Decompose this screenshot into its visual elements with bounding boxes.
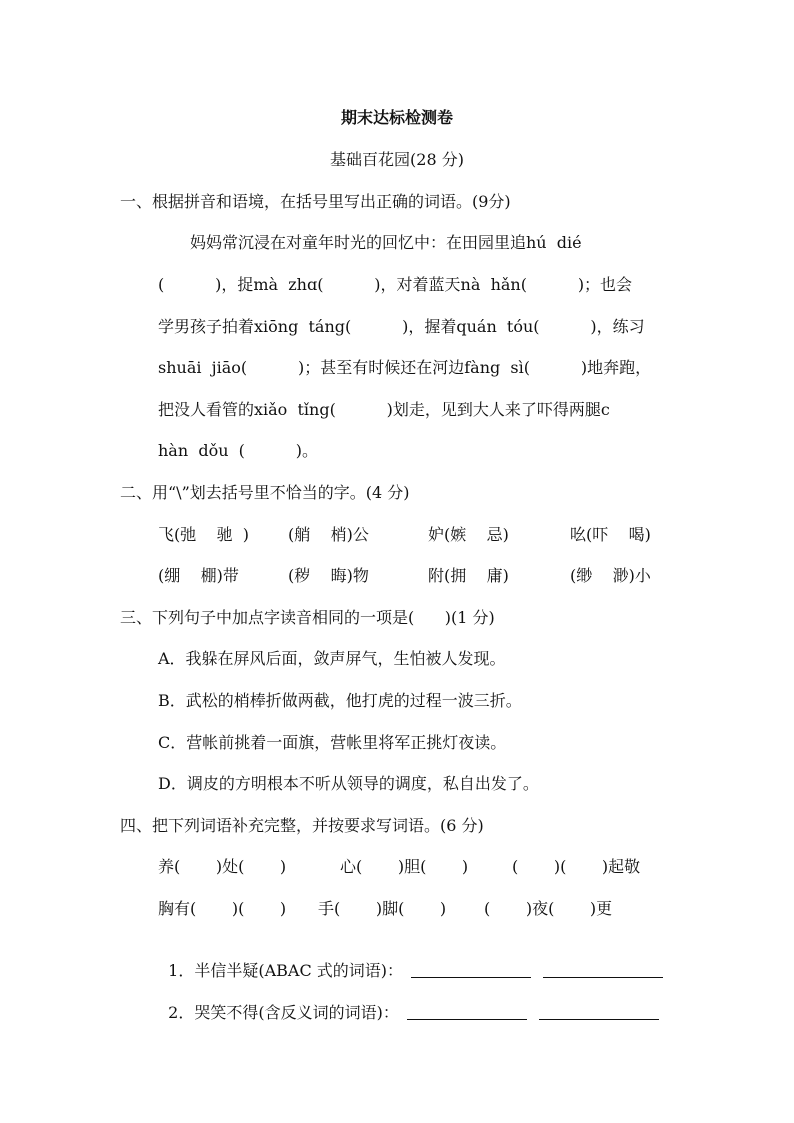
- q2-item: 吆(吓 喝): [570, 525, 651, 544]
- q3-option-b: B．武松的梢棒折做两截，他打虎的过程一波三折。: [158, 691, 522, 710]
- q1-line-6: hàn dǒu ( )。: [158, 441, 319, 460]
- q1-line-2: ( )，捉mà zhɑ( )，对着蓝天nà hǎn( )；也会: [158, 275, 633, 294]
- answer-blank[interactable]: [407, 1003, 527, 1020]
- q4-item-2-label: 2．哭笑不得(含反义词的词语)：: [168, 1003, 399, 1022]
- q2-item: (缈 渺)小: [570, 566, 651, 585]
- answer-blank[interactable]: [539, 1003, 659, 1020]
- answer-blank[interactable]: [411, 961, 531, 978]
- section-title: 基础百花园(28 分): [330, 150, 464, 169]
- q3-option-d: D．调皮的方明根本不听从领导的调度，私自出发了。: [158, 774, 539, 793]
- q1-line-5: 把没人看管的xiǎo tǐng( )划走，见到大人来了吓得两腿c: [158, 400, 610, 419]
- q4-item: 养( )处( ): [158, 857, 287, 876]
- q2-item: 飞(弛 驰 ): [158, 525, 250, 544]
- q4-heading: 四、把下列词语补充完整，并按要求写词语。(6 分): [120, 816, 484, 835]
- q2-item: (秽 晦)物: [288, 566, 369, 585]
- q4-item: 手( )脚( ): [318, 899, 447, 918]
- exam-title: 期末达标检测卷: [340, 108, 453, 127]
- q1-line-3: 学男孩子拍着xiōng táng( )，握着quán tóu( )，练习: [158, 317, 645, 336]
- q1-line-4: shuāi jiāo( )；甚至有时候还在河边fàng sì( )地奔跑，: [158, 358, 652, 377]
- q4-item-1-label: 1．半信半疑(ABAC 式的词语)：: [168, 961, 404, 980]
- q1-heading: 一、根据拼音和语境，在括号里写出正确的词语。(9分): [120, 192, 511, 211]
- q2-item: 妒(嫉 忌): [428, 525, 509, 544]
- q4-item: ( )夜( )更: [484, 899, 613, 918]
- q2-heading: 二、用“\”划去括号里不恰当的字。(4 分): [120, 483, 410, 502]
- answer-blank[interactable]: [543, 961, 663, 978]
- q4-item: 胸有( )( ): [158, 899, 287, 918]
- q3-option-a: A．我躲在屏风后面，敛声屏气，生怕被人发现。: [158, 649, 506, 668]
- q4-item-1: [158, 941, 663, 981]
- q4-item-2: [158, 983, 659, 1023]
- q2-item: (艄 梢)公: [288, 525, 369, 544]
- q2-item: 附(拥 庸): [428, 566, 509, 585]
- q3-option-c: C．营帐前挑着一面旗，营帐里将军正挑灯夜读。: [158, 733, 507, 752]
- q3-heading: 三、下列句子中加点字读音相同的一项是( )(1 分): [120, 608, 495, 627]
- q1-line-1: 妈妈常沉浸在对童年时光的回忆中：在田园里追hú dié: [190, 233, 582, 252]
- q4-item: ( )( )起敬: [512, 857, 641, 876]
- q2-item: (绷 棚)带: [158, 566, 239, 585]
- q4-item: 心( )胆( ): [340, 857, 469, 876]
